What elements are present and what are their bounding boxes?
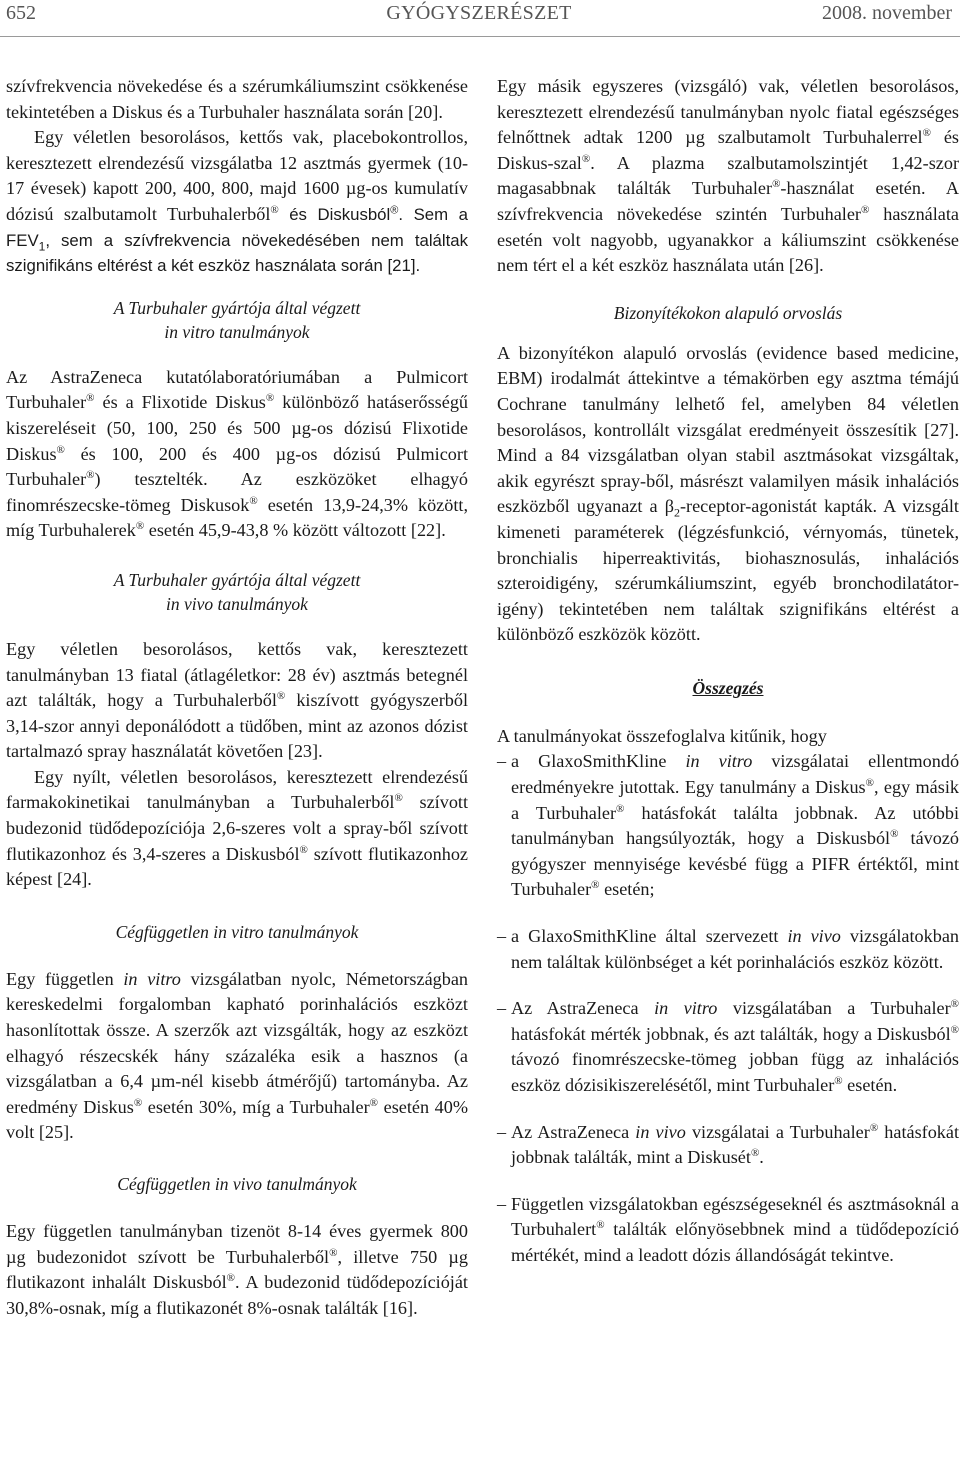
section-heading: Összegzés: [692, 677, 764, 698]
paragraph: Egy független in vitro vizsgálatban nyolc, Németországban kereskedelmi forgalomban kapható porinhalációs eszközt hasonlítottak össze. A szerzők azt vizsgálták, hogy az eszközt elhagyó részecskék hány százaléka esik a hasznos (a vizsgálatban a 6,4 µm-nél kisebb átmérőjű) tartományba. Az eredmény Diskus® esetén 30%, míg a Turbuhaler® esetén 40% volt [25].: [6, 968, 468, 1143]
journal-title: GYÓGYSZERÉSZET: [386, 2, 572, 24]
running-header: [6, 2, 952, 28]
paragraph: A bizonyítékon alapuló orvoslás (evidence based medicine, EBM) irodalmát áttekintve a témakörben egy asztma témájú Cochrane tanulmány lelhető fel, amelyben 84 véletlen besorolásos, kontrollált vizsgálat eredményeit összesítik [27]. Mind a 84 vizsgálatban olyan stabil asztmásokat vizsgáltak, akik egyrészt spray-ből, másrészt valamilyen másik inhalációs eszközből ugyanazt a $\beta_2-receptor$-agonistát kapták. A vizsgált kimeneti paraméterek (légzésfunkció, vérnyomás, tünetek, bronchialis hiperreaktivitás, biohasznosulás, inhalációs szteroidigény, szérumkáliumszint, egyéb bronchodilatátor-igény) tekintetében nem találtak szignifikáns eltérést a különböző eszközök között.: [497, 342, 959, 645]
header-rule: [0, 36, 960, 37]
paragraph: Egy véletlen besorolásos, kettős vak, keresztezett tanulmányban 13 fiatal (átlagéletkor: 28 év) asztmás betegnél azt találták, hogy a Turbuhalerből® kiszívott gyógyszerből 3,14-szor annyi deponálódott a tüdőben, mint az azonos dózist tartalmazó spray használatát követően [23].: [6, 638, 468, 762]
section-heading: Cégfüggetlen in vivo tanulmányok: [117, 1174, 357, 1194]
list-item: – Független vizsgálatokban egészségeseknél és asztmásoknál a Turbuhalert® találták előnyösebbnek mind a tüdődepozíció mértékét, mind a leadott dózis állandóságát tekintve.: [497, 1193, 960, 1265]
left-column: [6, 74, 468, 1321]
issue-date: 2008. november: [822, 2, 952, 24]
paragraph: A tanulmányokat összefoglalva kitűnik, hogy: [497, 725, 827, 746]
section-heading: A Turbuhaler gyártója által végzett in vivo tanulmányok: [113, 569, 361, 614]
summary-list: [497, 749, 959, 1268]
paragraph: Az AstraZeneca kutatólaboratóriumában a Pulmicort Turbuhaler® és a Flixotide Diskus® különböző hatáserősségű kiszereléseit (50, 100, 250 és 500 µg-os dózisú Flixotide Diskus® és 100, 200 és 400 µg-os dózisú Pulmicort Turbuhaler®) tesztelték. Az eszközöket elhagyó finomrészecske-tömeg Diskusok® esetén 13,9-24,3% között, míg Turbuhalerek® esetén 45,9-43,8 % között változott [22].: [6, 366, 469, 541]
paragraph: Egy véletlen besorolásos, kettős vak, placebokontrollos, keresztezett elrendezésű vizsgálatba 12 asztmás gyermek (10-17 évesek) kapott 200, 400, 800, majd 1600 µg-os kumulatív dózisú szalbutamolt Turbuhalerből® és Diskusból®. Sem a $FEV_1$, sem a szívfrekvencia növekedésében nem találtak szignifikáns eltérést a két eszköz használata során [21].: [6, 127, 468, 276]
right-column: [497, 74, 959, 1269]
paragraph: Egy másik egyszeres (vizsgáló) vak, véletlen besorolásos, keresztezett elrendezésű tanulmányban nyolc fiatal egészséges felnőttnek adtak 1200 µg szalbutamolt Turbuhalerrel® és Diskus-szal®. A plazma szalbutamolszintjét 1,42-szor magasabbnak találták Turbuhaler®-használat esetén. A szívfrekvencia növekedése szintén Turbuhaler® használata esetén volt nagyobb, ugyanakkor a káliumszint csökkenése nem tért el a két eszköz használata után [26].: [497, 76, 960, 276]
page-number: 652: [6, 2, 36, 24]
paragraph: Egy nyílt, véletlen besorolásos, keresztezett elrendezésű farmakokinetikai tanulmányban a Turbuhalerből® szívott budezonid tüdődepozíciója 2,6-szeres volt a spray-ből szívott flutikazonhoz és 3,4-szeres a Diskusból® szívott flutikazonhoz képest [24].: [6, 766, 469, 890]
section-heading: Bizonyítékokon alapuló orvoslás: [613, 302, 843, 323]
list-item: – Az AstraZeneca in vivo vizsgálatai a Turbuhaler® hatásfokát jobbnak találták, mint a Diskusét®.: [497, 1121, 960, 1168]
list-item: – a GlaxoSmithKline in vitro vizsgálatai ellentmondó eredményekre jutottak. Egy tanulmány a Diskus®, egy másik a Turbuhaler® hatásfokát találta jobbnak. Az utóbbi tanulmányban hangsúlyozták, hogy a Diskusból® távozó gyógyszer mennyisége kevésbé függ a PIFR értéktől, mint Turbuhaler® esetén;: [497, 751, 960, 900]
paragraph: Egy független tanulmányban tizenöt 8-14 éves gyermek 800 µg budezonidot szívott be Turbuhalerből®, illetve 750 µg flutikazont inhalált Diskusból®. A budezonid tüdődepozícióját 30,8%-osnak, míg a flutikazonét 8%-osnak találták [16].: [6, 1221, 468, 1318]
section-heading: A Turbuhaler gyártója által végzett in vitro tanulmányok: [113, 297, 361, 342]
list-item: – a GlaxoSmithKline által szervezett in vivo vizsgálatokban nem találtak különbséget a két porinhalációs eszköz között.: [497, 926, 959, 972]
section-heading: Cégfüggetlen in vitro tanulmányok: [115, 921, 359, 942]
paragraph: szívfrekvencia növekedése és a szérumkáliumszint csökkenése tekintetében a Diskus és a Turbuhaler használata során [20].: [6, 76, 468, 122]
list-item: – Az AstraZeneca in vitro vizsgálatában a Turbuhaler® hatásfokát mérték jobbnak, és azt találták, hogy a Diskusból® távozó finomrészecske-tömeg jobban függ az inhalációs eszköz dózisikiszerelésétől, mint Turbuhaler® esetén.: [497, 998, 960, 1095]
